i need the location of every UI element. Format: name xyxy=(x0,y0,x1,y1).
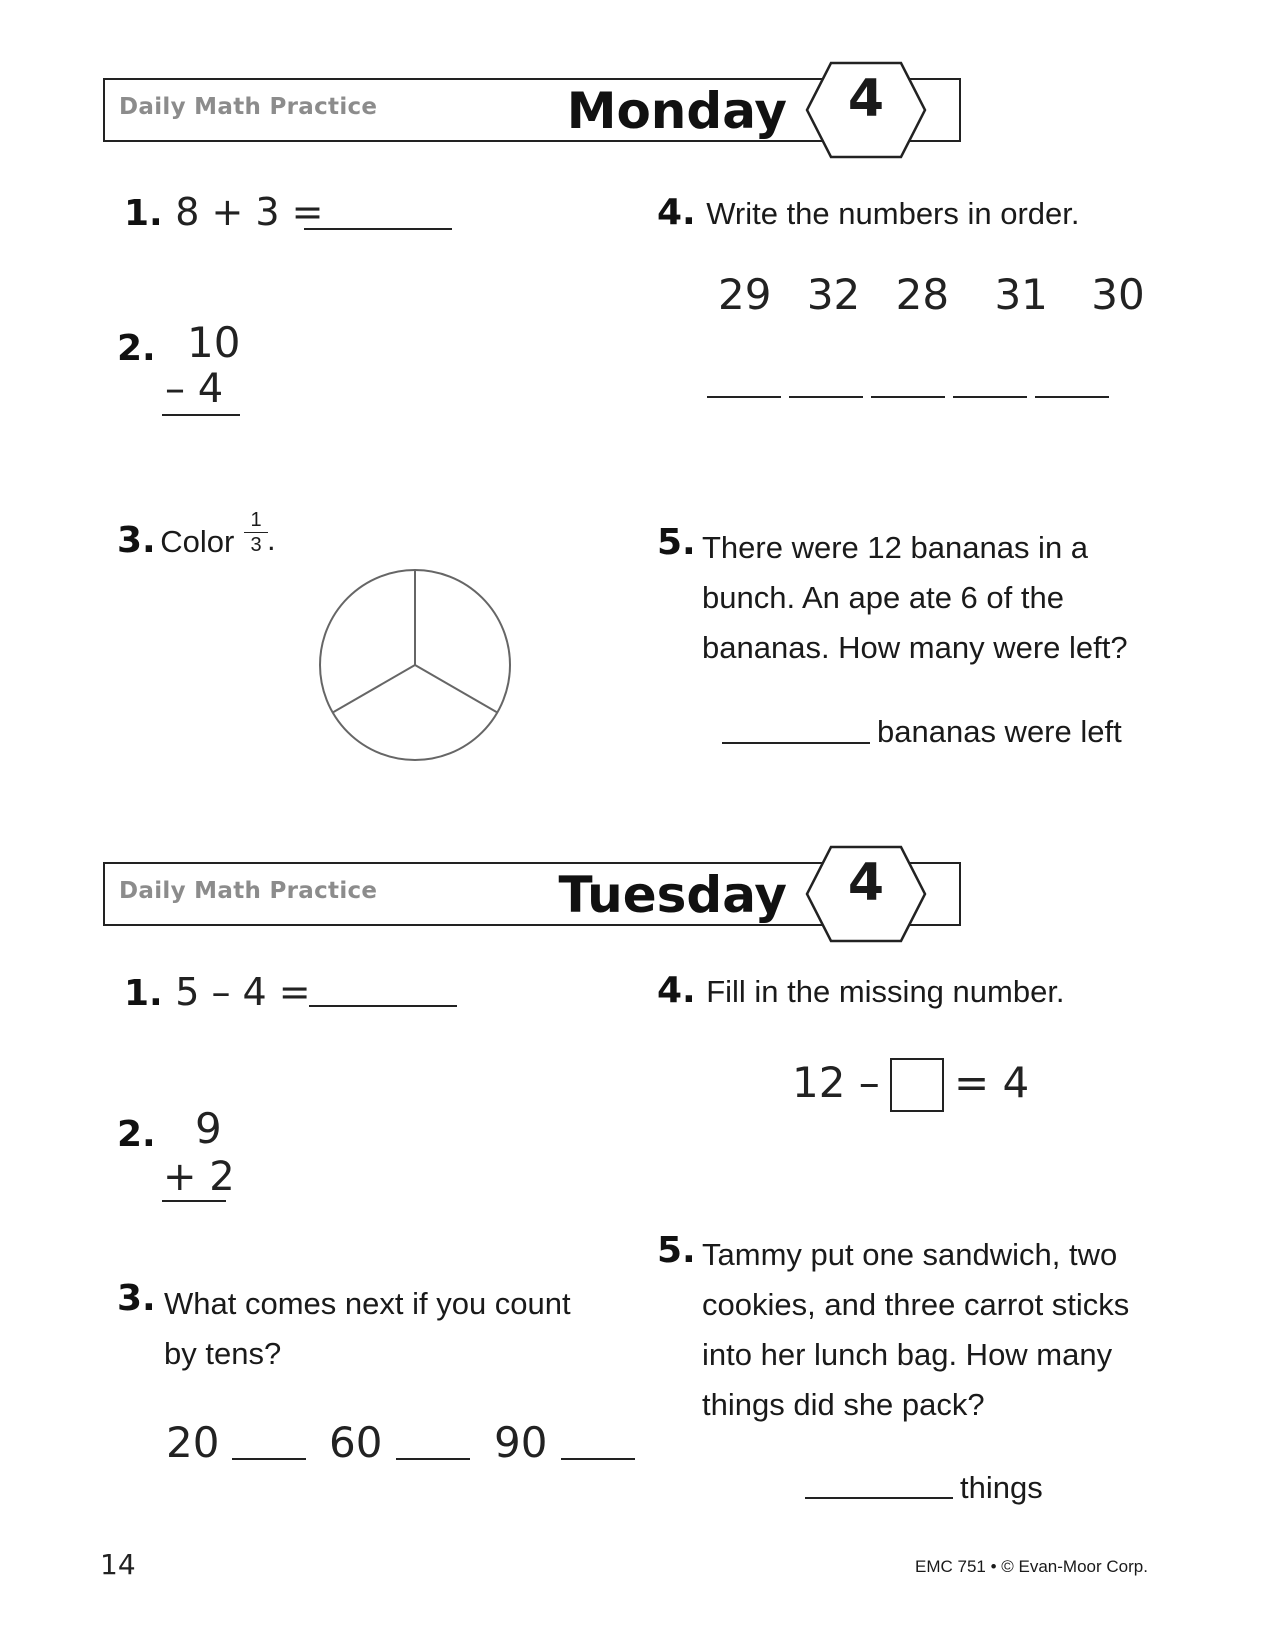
problem-line: Tammy put one sandwich, two xyxy=(702,1237,1118,1272)
q2-answer-line[interactable] xyxy=(162,414,240,416)
fraction-numerator: 1 xyxy=(244,508,268,533)
problem-line: bunch. An ape ate 6 of the xyxy=(702,580,1064,615)
list-number: 28 xyxy=(895,270,950,319)
problem-line: by tens? xyxy=(164,1336,282,1371)
list-number: 31 xyxy=(994,270,1048,319)
order-blank-3[interactable] xyxy=(871,396,945,398)
monday-q5 xyxy=(657,522,696,563)
week-number: 4 xyxy=(847,69,885,129)
q5-answer-suffix: things xyxy=(960,1470,1043,1505)
question-number: 1. xyxy=(124,973,163,1014)
thirds-circle[interactable] xyxy=(315,565,515,765)
banner-brand: Daily Math Practice xyxy=(119,878,378,904)
q2-answer-line[interactable] xyxy=(162,1200,226,1202)
tuesday-q1 xyxy=(124,970,311,1014)
q1-expression: 8 + 3 = xyxy=(175,190,324,234)
tuesday-q2 xyxy=(117,1104,257,1214)
question-number: 3. xyxy=(117,520,156,561)
question-number: 3. xyxy=(117,1278,156,1319)
q2-top-number: 10 xyxy=(187,318,241,367)
monday-q2 xyxy=(117,318,257,428)
question-number: 1. xyxy=(124,193,163,234)
q2-bottom-number: – 4 xyxy=(165,366,224,412)
q1-expression: 5 – 4 = xyxy=(175,970,311,1014)
count-by-tens-sequence xyxy=(166,1418,646,1478)
monday-q4 xyxy=(657,192,1080,233)
q1-answer-blank[interactable] xyxy=(304,228,452,230)
q2-top-number: 9 xyxy=(195,1104,222,1153)
banner-brand: Daily Math Practice xyxy=(119,94,378,120)
fraction-denominator: 3 xyxy=(250,534,262,556)
q4-prompt: Write the numbers in order. xyxy=(706,196,1080,231)
missing-number-equation xyxy=(792,1058,1052,1118)
q3-fraction xyxy=(244,508,268,557)
q3-period: . xyxy=(267,522,276,557)
banner-day: Monday xyxy=(566,82,787,140)
question-number: 2. xyxy=(117,1114,156,1155)
q3-problem-text xyxy=(164,1279,624,1379)
q1-answer-blank[interactable] xyxy=(309,1005,457,1007)
order-blank-5[interactable] xyxy=(1035,396,1109,398)
problem-line: What comes next if you count xyxy=(164,1286,571,1321)
week-number: 4 xyxy=(847,853,885,913)
missing-number-box[interactable] xyxy=(890,1058,944,1112)
list-number: 30 xyxy=(1091,270,1145,319)
problem-line: bananas. How many were left? xyxy=(702,630,1128,665)
q4-number-list xyxy=(718,270,1145,319)
tuesday-q4 xyxy=(657,970,1065,1011)
monday-q1 xyxy=(124,190,323,234)
problem-line: into her lunch bag. How many xyxy=(702,1337,1113,1372)
order-blank-1[interactable] xyxy=(707,396,781,398)
equation-left: 12 – xyxy=(792,1058,880,1107)
sequence-number: 90 xyxy=(494,1418,548,1467)
week-hexagon xyxy=(805,61,927,159)
page-number: 14 xyxy=(100,1548,136,1581)
q3-label: Color xyxy=(160,524,235,559)
question-number: 2. xyxy=(117,328,156,369)
question-number: 5. xyxy=(657,522,696,563)
q5-answer-blank[interactable] xyxy=(805,1497,953,1499)
list-number: 29 xyxy=(718,270,772,319)
q2-bottom-number: + 2 xyxy=(163,1154,235,1200)
tuesday-q5 xyxy=(657,1230,696,1271)
question-number: 4. xyxy=(657,970,696,1011)
problem-line: cookies, and three carrot sticks xyxy=(702,1287,1130,1322)
equation-right: = 4 xyxy=(954,1058,1030,1107)
list-number: 32 xyxy=(806,270,861,319)
sequence-blank-3[interactable] xyxy=(561,1458,635,1460)
week-hexagon xyxy=(805,845,927,943)
sequence-blank-2[interactable] xyxy=(396,1458,470,1460)
q5-problem-text xyxy=(702,523,1172,673)
q5-answer-blank[interactable] xyxy=(722,742,870,744)
question-number: 4. xyxy=(657,192,696,233)
order-blank-2[interactable] xyxy=(789,396,863,398)
q5-problem-text xyxy=(702,1230,1172,1430)
tuesday-q3 xyxy=(117,1278,156,1319)
monday-q3 xyxy=(117,520,234,561)
q5-answer-suffix: bananas were left xyxy=(877,714,1122,749)
order-blank-4[interactable] xyxy=(953,396,1027,398)
problem-line: There were 12 bananas in a xyxy=(702,530,1089,565)
sequence-number: 20 xyxy=(166,1418,220,1467)
question-number: 5. xyxy=(657,1230,696,1271)
problem-line: things did she pack? xyxy=(702,1387,985,1422)
q4-prompt: Fill in the missing number. xyxy=(706,974,1065,1009)
banner-day: Tuesday xyxy=(558,866,787,924)
sequence-number: 60 xyxy=(329,1418,383,1467)
footer-credit: EMC 751 • © Evan-Moor Corp. xyxy=(915,1557,1148,1576)
sequence-blank-1[interactable] xyxy=(232,1458,306,1460)
